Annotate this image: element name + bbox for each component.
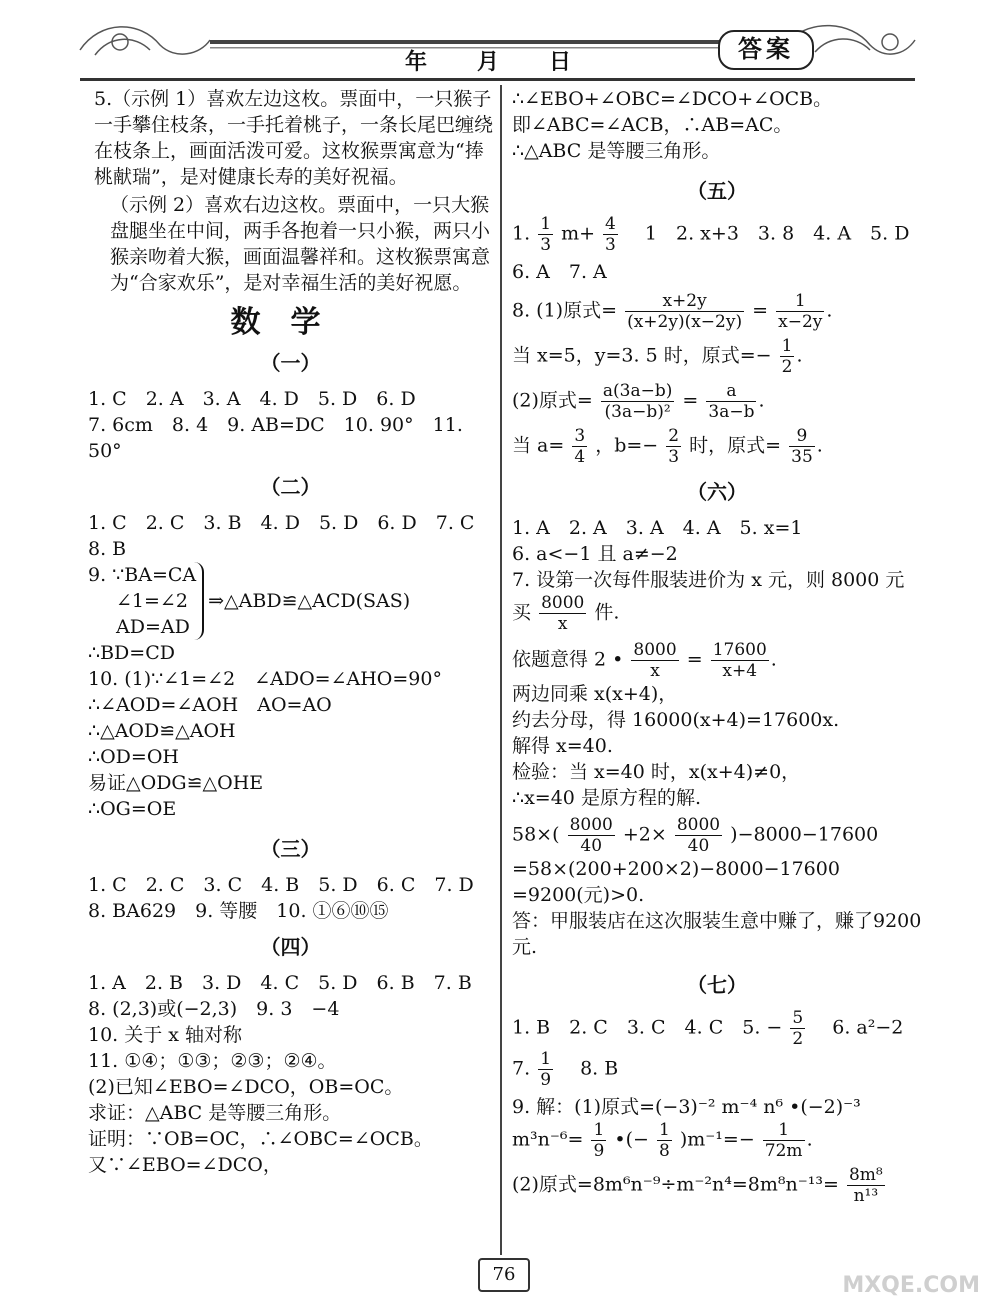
denominator: 40 — [580, 836, 603, 856]
proof-line: ∠1=∠2 — [116, 590, 188, 612]
fraction — [601, 381, 674, 422]
numerator: 8000 — [541, 593, 585, 613]
answer-line: 求证：△ABC 是等腰三角形。 — [88, 1102, 342, 1124]
fraction — [789, 426, 815, 467]
column-divider — [500, 85, 502, 1255]
answer-line — [512, 593, 922, 634]
denominator: 3a−b — [708, 402, 755, 422]
fraction — [572, 426, 587, 467]
answer-paragraph: （示例 2）喜欢右边这枚。票面中，一只大猴盘腿坐在中间，两手各抱着一只小猴，两只小猴亲吻着大猴，画面温馨祥和。这枚猴票寓意为“合家欢乐”，是对幸福生活的美好祝愿。 — [110, 194, 491, 294]
answer-line: 10. 关于 x 轴对称 — [88, 1024, 243, 1046]
numerator: 1 — [540, 214, 552, 234]
denominator: n¹³ — [853, 1186, 879, 1206]
proof-line: 10. (1)∵∠1=∠2 ∠ADO=∠AHO=90° — [88, 668, 442, 690]
text: (2)原式= — [512, 389, 593, 412]
fraction — [763, 1120, 805, 1161]
proof-line: ∴OG=OE — [88, 798, 177, 820]
text: 8. (1)原式= — [512, 299, 618, 322]
text: 1 2. x+3 3. 8 4. A 5. D — [625, 222, 910, 245]
text: •(− — [614, 1128, 649, 1151]
text: 58×( — [512, 823, 560, 846]
numerator: 1 — [658, 1120, 670, 1140]
numerator: 1 — [593, 1120, 605, 1140]
answer-line: 依题意得 2 • $\frac{8000}{x}$ = $\frac{17600}{x+4}$ . — [512, 640, 777, 681]
section-heading: （六） — [687, 480, 747, 504]
answer-line: =9200(元)>0. — [512, 884, 645, 906]
text: +2× — [622, 823, 667, 846]
answer-line: ∴△ABC 是等腰三角形。 — [512, 140, 721, 162]
answer-line: 约去分母，得 16000(x+4)=17600x. — [512, 709, 840, 731]
proof-line: ∴BD=CD — [88, 642, 175, 664]
header-rule — [80, 78, 915, 81]
answer-line: 即∠ABC=∠ACB，∴AB=AC。 — [512, 114, 793, 136]
fraction — [568, 815, 615, 856]
answer-line: 检验：当 x=40 时，x(x+4)≠0， — [512, 761, 801, 783]
answer-line: ∴x=40 是原方程的解. — [512, 787, 701, 809]
text: = — [682, 389, 699, 412]
answer-line: 7. 6cm 8. 4 9. AB=DC 10. 90° 11. 50° — [88, 414, 463, 462]
subject-title: 数学 — [230, 305, 351, 340]
text: = — [752, 299, 769, 322]
text: 1. — [512, 222, 531, 245]
text: 8. B — [561, 1057, 619, 1080]
proof-line: AD=AD — [116, 616, 190, 638]
denominator: x−2y — [778, 312, 823, 332]
answer-line: 6. a<−1 且 a≠−2 — [512, 543, 678, 565]
section-heading: （二） — [260, 475, 321, 499]
fraction — [776, 291, 824, 332]
fraction — [666, 426, 681, 467]
answer-line — [512, 1008, 922, 1049]
text: 件. — [594, 601, 620, 624]
denominator: x+4 — [722, 661, 758, 681]
proof-line: 易证△ODG≌△OHE — [88, 772, 264, 794]
answer-line: =58×(200+200×2)−8000−17600 — [512, 858, 840, 880]
answer-line: 解得 x=40. — [512, 735, 613, 757]
numerator: 1 — [540, 1049, 552, 1069]
proof-line: ∴OD=OH — [88, 746, 179, 768]
text: 当 a= — [512, 434, 565, 457]
text: )−8000−17600 — [730, 823, 879, 846]
proof-block — [88, 562, 493, 640]
denominator: 3 — [540, 235, 552, 255]
right-column — [512, 86, 922, 1206]
fraction — [657, 1120, 672, 1161]
denominator: 2 — [781, 357, 793, 377]
text: 当 x=5，y=3. 5 时，原式=− — [512, 344, 772, 367]
page-header — [0, 0, 1000, 90]
section-heading: （三） — [260, 837, 321, 861]
answer-line — [512, 815, 922, 856]
answer-line: 1. C 2. C 3. C 4. B 5. D 6. C 7. D — [88, 874, 474, 896]
section-heading: （一） — [260, 351, 321, 375]
fraction — [538, 1049, 553, 1090]
text: 时，原式= — [689, 434, 782, 457]
answer-line: 当 a= $\frac{3}{4}$ ，b=− $\frac{2}{3}$ 时，原式= $\frac{9}{35}$ . — [512, 426, 823, 467]
answer-line — [512, 1165, 922, 1206]
answer-line: m³n⁻⁶= $\frac{1}{9}$ •(− $\frac{1}{8}$ )m⁻¹=− $\frac{1}{72m}$ . — [512, 1120, 813, 1161]
denominator: 2 — [792, 1029, 804, 1049]
proof-line: ∴△AOD≌△AOH — [88, 720, 236, 742]
text: = — [686, 648, 703, 671]
answer-line: 1. C 2. A 3. A 4. D 5. D 6. D — [88, 388, 416, 410]
date-title: 年 月 日 — [405, 49, 574, 75]
answer-line: 两边同乘 x(x+4)， — [512, 683, 678, 705]
fraction — [625, 291, 744, 332]
answer-line: 8. (1)原式= $\frac{x+2y}{(x+2y)(x-2y)}$ = $\frac{1}{x-2y}$ . — [512, 291, 833, 332]
answer-line: 1. A 2. B 3. D 4. C 5. D 6. B 7. B — [88, 972, 472, 994]
denominator: 9 — [593, 1141, 605, 1161]
denominator: x — [557, 614, 568, 634]
text: m+ — [561, 222, 595, 245]
text: 依题意得 2 • — [512, 648, 624, 671]
answer-line — [512, 1049, 922, 1090]
answer-line: 1. C 2. C 3. B 4. D 5. D 6. D 7. C — [88, 512, 475, 534]
answer-line: 8. (2,3)或(−2,3) 9. 3 −4 — [88, 998, 340, 1020]
proof-line: 9. ∵BA=CA — [88, 564, 197, 586]
numerator: 2 — [668, 426, 680, 446]
answer-paragraph: 5.（示例 1）喜欢左边这枚。票面中，一只猴子一手攀住枝条，一手托着桃子，一条长尾巴缠绕在枝条上，画面活泼可爱。这枚猴票寓意为“捧桃献瑞”，是对健康长寿的美好祝福。 — [94, 88, 494, 188]
fraction — [675, 815, 722, 856]
text: 1. B 2. C 3. C 4. C 5. − — [512, 1016, 783, 1039]
numerator: 8000 — [633, 640, 677, 660]
text: )m⁻¹=− — [679, 1128, 755, 1151]
answer-line: 证明：∵OB=OC，∴∠OBC=∠OCB。 — [88, 1128, 433, 1150]
fraction — [538, 214, 553, 255]
answer-line: 答：甲服装店在这次服装生意中赚了，赚了9200 元. — [512, 910, 922, 958]
fraction — [706, 381, 756, 422]
numerator: 1 — [776, 291, 824, 312]
answer-line: 11. ①④；①③；②③；②④。 — [88, 1050, 337, 1072]
fraction — [591, 1120, 606, 1161]
denominator: 72m — [764, 1141, 803, 1161]
numerator: 1 — [763, 1120, 805, 1141]
fraction — [847, 1165, 885, 1206]
text: ，b=− — [595, 434, 659, 457]
numerator: 8000 — [676, 815, 721, 835]
denominator: 9 — [540, 1070, 552, 1090]
answer-line: (2)原式= $\frac{a(3a-b)}{\text{(3a−b)²}}$ = $\frac{a}{3a-b}$ . — [512, 381, 765, 422]
text: (2)原式=8m⁶n⁻⁹÷m⁻²n⁴=8m⁸n⁻¹³= — [512, 1173, 839, 1196]
text: 7. — [512, 1057, 531, 1080]
answer-line: 又∵∠EBO=∠DCO， — [88, 1154, 282, 1176]
fraction — [711, 640, 769, 681]
brace-group — [88, 562, 204, 640]
answer-line: 8. B — [88, 538, 127, 560]
proof-line: ⇒△ABD≌△ACD(SAS) — [208, 590, 411, 612]
watermark-logo: MXQE.COM — [842, 1273, 980, 1298]
denominator: 8 — [658, 1141, 670, 1161]
page-number: 76 — [478, 1258, 530, 1292]
fraction — [790, 1008, 805, 1049]
numerator: 8000 — [569, 815, 613, 835]
numerator: 17600 — [712, 640, 767, 660]
denominator: 4 — [574, 447, 586, 467]
numerator: 3 — [574, 426, 586, 446]
section-heading: （四） — [260, 935, 321, 959]
section-heading: （七） — [687, 973, 747, 997]
answer-line: (2)已知∠EBO=∠DCO，OB=OC。 — [88, 1076, 404, 1098]
answer-line: 6. A 7. A — [512, 261, 607, 283]
numerator: 1 — [781, 336, 793, 356]
section-heading: （五） — [687, 179, 747, 203]
answer-line: 1. A 2. A 3. A 4. A 5. x=1 — [512, 517, 803, 539]
proof-line: ∴∠AOD=∠AOH AO=AO — [88, 694, 332, 716]
denominator: (3a−b)² — [604, 402, 671, 422]
answer-line: 8. BA629 9. 等腰 10. ①⑥⑩⑮ — [88, 900, 389, 922]
denominator: 3 — [605, 235, 616, 255]
numerator: x+2y — [625, 291, 744, 312]
numerator: a — [706, 381, 756, 402]
answer-line: 当 x=5，y=3. 5 时，原式=− $\frac{1}{2}$ . — [512, 336, 803, 377]
left-column — [88, 86, 493, 1178]
numerator: 5 — [792, 1008, 804, 1028]
answer-badge: 答案 — [718, 30, 814, 70]
fraction — [539, 593, 586, 634]
numerator: 9 — [789, 426, 815, 447]
denominator: 35 — [791, 447, 813, 467]
answer-line: 9. 解：(1)原式=(−3)⁻² m⁻⁴ n⁶ •(−2)⁻³ — [512, 1096, 861, 1118]
answer-line — [512, 214, 922, 255]
denominator: 3 — [668, 447, 680, 467]
numerator: 8m⁸ — [848, 1165, 883, 1185]
text: m³n⁻⁶= — [512, 1128, 584, 1151]
denominator: x — [650, 661, 660, 681]
fraction — [631, 640, 678, 681]
numerator: a(3a−b) — [602, 381, 673, 401]
numerator: 4 — [605, 214, 616, 234]
fraction — [780, 336, 795, 377]
answer-line: ∴∠EBO+∠OBC=∠DCO+∠OCB。 — [512, 88, 833, 110]
answer-line: 7. 设第一次每件服装进价为 x 元，则 8000 元 — [512, 569, 905, 591]
text: 6. a²−2 — [813, 1016, 904, 1039]
fraction — [603, 214, 618, 255]
denominator: (x+2y)(x−2y) — [627, 312, 743, 332]
denominator: 40 — [687, 836, 710, 856]
text: 买 — [512, 601, 532, 624]
